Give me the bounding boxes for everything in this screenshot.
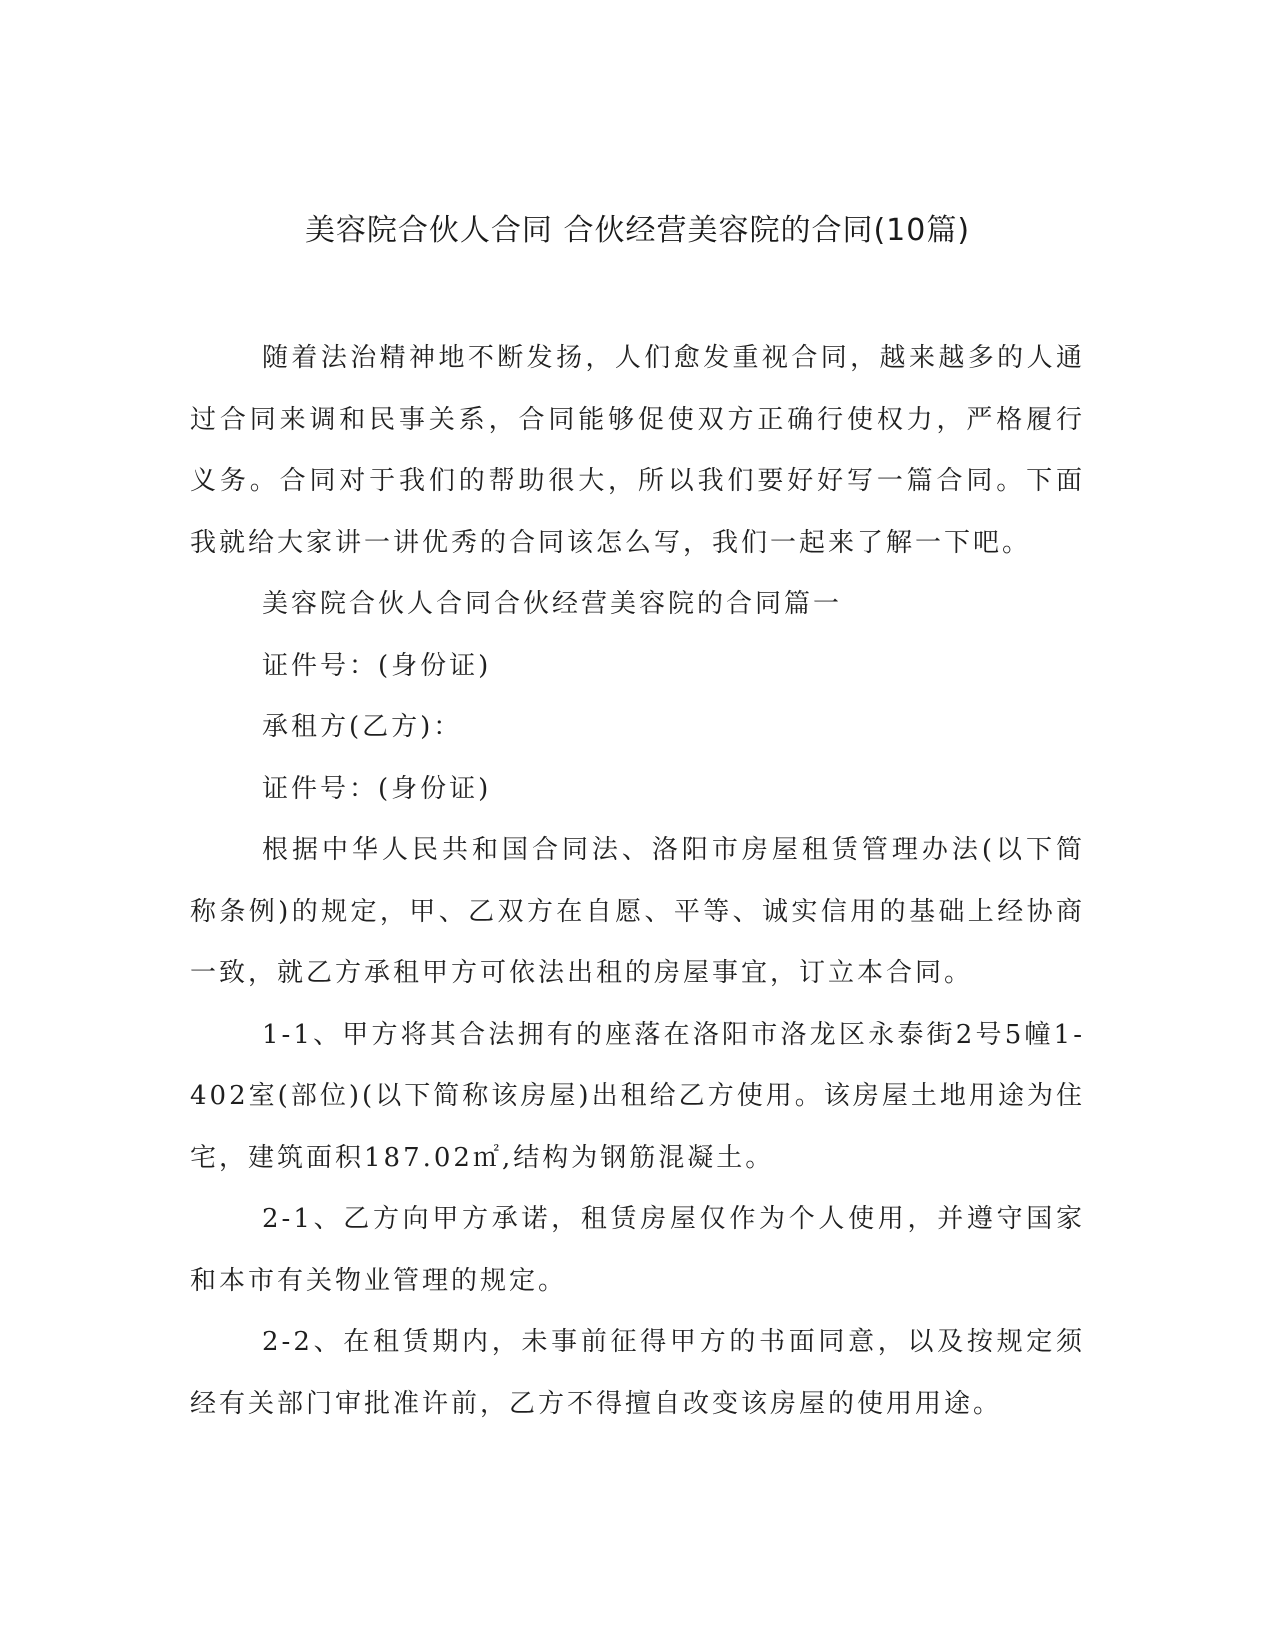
section-heading: 美容院合伙人合同合伙经营美容院的合同篇一 bbox=[262, 589, 843, 619]
id-number-line: 证件号：(身份证) bbox=[262, 773, 492, 804]
clause-1-1: 1-1、甲方将其合法拥有的座落在洛阳市洛龙区永泰街2号5幢1-402室(部位)(以下简称该房屋)出租给乙方使用。该房屋土地用途为住宅，建筑面积187.02㎡,结构为钢筋混凝土。 bbox=[190, 1019, 1085, 1173]
intro-paragraph: 随着法治精神地不断发扬，人们愈发重视合同，越来越多的人通过合同来调和民事关系，合同能够促使双方正确行使权力，严格履行义务。合同对于我们的帮助很大，所以我们要好好写一篇合同。下面我就给大家讲一讲优秀的合同该怎么写，我们一起来了解一下吧。 bbox=[190, 343, 1085, 558]
lessee-line: 承租方(乙方)： bbox=[262, 712, 463, 742]
clause-2-1: 2-1、乙方向甲方承诺，租赁房屋仅作为个人使用，并遵守国家和本市有关物业管理的规定。 bbox=[190, 1204, 1085, 1296]
id-number-line: 证件号：(身份证) bbox=[262, 650, 492, 681]
legal-basis-paragraph: 根据中华人民共和国合同法、洛阳市房屋租赁管理办法(以下简称条例)的规定，甲、乙双方在自愿、平等、诚实信用的基础上经协商一致，就乙方承租甲方可依法出租的房屋事宜，订立本合同。 bbox=[190, 835, 1085, 988]
document-body bbox=[190, 328, 1085, 1435]
clause-2-2: 2-2、在租赁期内，未事前征得甲方的书面同意，以及按规定须经有关部门审批准许前，乙方不得擅自改变该房屋的使用用途。 bbox=[190, 1327, 1085, 1419]
document-title: 美容院合伙人合同 合伙经营美容院的合同(10篇) bbox=[304, 213, 971, 248]
